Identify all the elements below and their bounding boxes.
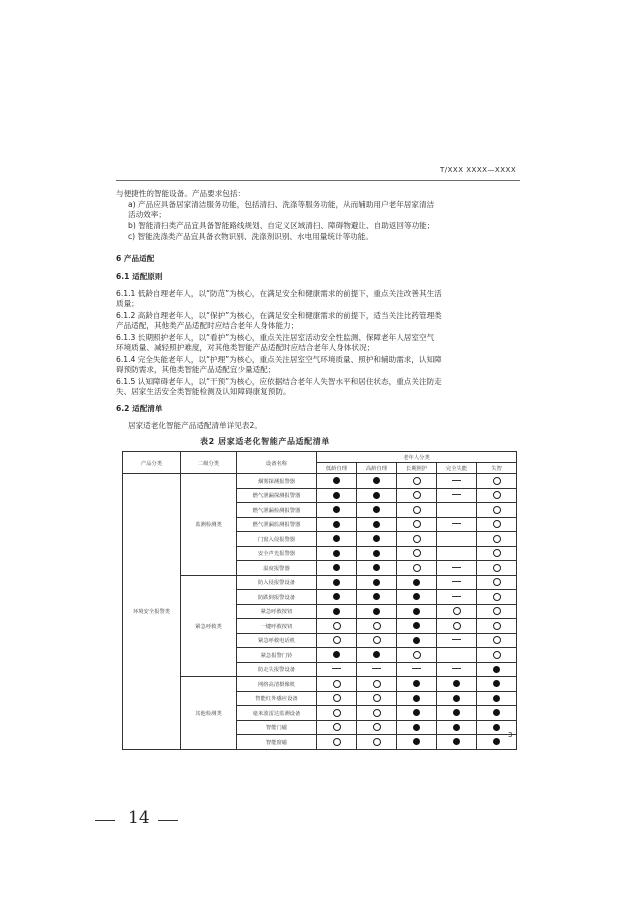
suitability-cell [317,546,357,561]
filled-circle-icon [373,593,380,600]
suitability-cell [317,720,357,735]
header-group-1: 低龄自理 [317,463,357,474]
body-line: a) 产品应具备居家清洁服务功能，包括清扫、洗涤等服务功能，从而辅助用户老年居家清洁 [128,200,435,209]
suitability-cell [437,575,477,590]
suitability-cell [397,662,437,677]
device-name-cell: 防跌倒报警设备 [237,590,317,605]
suitability-cell [477,575,517,590]
hollow-circle-icon [413,520,421,528]
dash-icon [452,668,461,669]
suitability-cell [317,604,357,619]
hollow-circle-icon [493,477,501,485]
hollow-circle-icon [373,622,381,630]
filled-circle-icon [413,622,420,629]
suitability-cell [357,546,397,561]
filled-circle-icon [413,593,420,600]
table-caption: 表2 居家适老化智能产品适配清单 [200,437,330,446]
suitability-cell [397,633,437,648]
suitability-cell [357,662,397,677]
dash-icon [452,581,461,582]
suitability-cell [437,662,477,677]
hollow-circle-icon [333,680,341,688]
suitability-cell [437,677,477,692]
dash-icon [412,668,421,669]
filled-circle-icon [453,724,460,731]
hollow-circle-icon [333,694,341,702]
suitability-cell [397,720,437,735]
suitability-cell [317,532,357,547]
filled-circle-icon [373,477,380,484]
hollow-circle-icon [493,636,501,644]
device-name-cell: 燃气泄漏探测报警器 [237,488,317,503]
suitability-cell [397,648,437,663]
suitability-cell [477,619,517,634]
header-device: 设备名称 [237,452,317,474]
hollow-circle-icon [413,651,421,659]
suitability-cell [437,488,477,503]
suitability-cell [397,691,437,706]
filled-circle-icon [413,738,420,745]
device-name-cell: 安全声光报警器 [237,546,317,561]
dash-icon [452,639,461,640]
device-name-cell: 毫米波雷达监测设备 [237,706,317,721]
filled-circle-icon [413,680,420,687]
body-line: 失、居家生活安全类智能检测及认知障碍康复预防。 [116,387,291,396]
suitability-cell [397,677,437,692]
device-name-cell: 烟雾探测报警器 [237,474,317,489]
hollow-circle-icon [373,723,381,731]
footer-dash-right [158,820,178,821]
filled-circle-icon [333,477,340,484]
header-group-4: 完全失能 [437,463,477,474]
body-line: 6.1.1 低龄自理老年人，以“防范”为核心，在满足安全和健康需求的前提下，重点关注改善其生活 [116,289,442,298]
hollow-circle-icon [493,593,501,601]
device-name-cell: 门窗入侵报警器 [237,532,317,547]
suitability-cell [317,503,357,518]
hollow-circle-icon [373,738,381,746]
suitability-cell [397,735,437,750]
suitability-cell [477,503,517,518]
body-line: 6.1.4 完全失能老年人，以“护理”为核心，重点关注居室空气环境质量、照护和辅助需求，认知障 [116,355,442,364]
filled-circle-icon [413,695,420,702]
suitability-cell [437,633,477,648]
hollow-circle-icon [493,520,501,528]
filled-circle-icon [333,651,340,658]
suitability-cell [477,604,517,619]
device-name-cell: 智能门磁 [237,720,317,735]
suitability-cell [477,532,517,547]
hollow-circle-icon [413,506,421,514]
filled-circle-icon [453,680,460,687]
body-line: 居家适老化智能产品适配清单详见表2。 [128,421,262,430]
suitability-cell [357,633,397,648]
page-number: 3 [508,731,513,739]
suitability-cell [317,488,357,503]
suitability-cell [437,720,477,735]
suitability-cell [477,633,517,648]
suitability-cell [437,735,477,750]
hollow-circle-icon [373,636,381,644]
suitability-cell [397,474,437,489]
filled-circle-icon [373,506,380,513]
device-name-cell: 防入侵报警设备 [237,575,317,590]
subcategory-cell: 其他检测类 [181,677,237,750]
filled-circle-icon [333,608,340,615]
filled-circle-icon [373,521,380,528]
suitability-cell [317,677,357,692]
suitability-cell [437,561,477,576]
dash-icon [372,668,381,669]
suitability-cell [437,546,477,561]
hollow-circle-icon [413,477,421,485]
header-group-2: 高龄自理 [357,463,397,474]
body-line: 质量； [116,299,139,308]
table-body [123,474,517,750]
hollow-circle-icon [493,491,501,499]
body-line: 环境质量、减轻照护难度，对其他类智能产品适配时应结合老年人身体状况； [116,343,375,352]
body-line: 与便捷性的智能设备。产品要求包括： [116,189,246,198]
suitability-cell [317,517,357,532]
hollow-circle-icon [493,607,501,615]
device-name-cell: 紧急报警门铃 [237,648,317,663]
suitability-cell [437,590,477,605]
suitability-cell [477,561,517,576]
device-name-cell: 网络高清摄像机 [237,677,317,692]
suitability-cell [357,691,397,706]
filled-circle-icon [333,550,340,557]
filled-circle-icon [413,608,420,615]
hollow-circle-icon [453,607,461,615]
filled-circle-icon [493,709,500,716]
filled-circle-icon [413,637,420,644]
device-name-cell: 紧急呼救按钮 [237,604,317,619]
hollow-circle-icon [333,636,341,644]
suitability-cell [397,532,437,547]
document-code: T/XXX XXXX—XXXX [440,166,517,174]
suitability-cell [317,662,357,677]
header-group-5: 失智 [477,463,517,474]
device-name-cell: 智能窗磁 [237,735,317,750]
dash-icon [452,494,461,495]
hollow-circle-icon [333,622,341,630]
suitability-cell [357,720,397,735]
suitability-cell [357,619,397,634]
filled-circle-icon [333,492,340,499]
suitability-cell [357,532,397,547]
dash-icon [452,596,461,597]
table-row [123,677,517,692]
filled-circle-icon [333,506,340,513]
suitability-cell [437,532,477,547]
device-name-cell: 防走失报警设备 [237,662,317,677]
suitability-cell [397,575,437,590]
suitability-cell [397,517,437,532]
hollow-circle-icon [493,651,501,659]
body-line: 活动效率； [128,210,166,219]
filled-circle-icon [493,738,500,745]
body-line: 产品适配，其他类产品适配时应结合老年人身体能力； [116,321,299,330]
header-subcategory: 二级分类 [181,452,237,474]
filled-circle-icon [413,724,420,731]
suitability-cell [357,648,397,663]
suitability-cell [317,619,357,634]
body-line: 6.1.3 长期照护老年人，以“看护”为核心，重点关注居室活动安全性监测、保障老年人居室空气 [116,333,435,342]
body-line: 6 产品适配 [116,254,155,263]
suitability-cell [477,517,517,532]
suitability-cell [317,561,357,576]
header-category: 产品分类 [123,452,181,474]
filled-circle-icon [453,709,460,716]
filled-circle-icon [413,709,420,716]
suitability-cell [317,706,357,721]
filled-circle-icon [493,695,500,702]
suitability-cell [397,604,437,619]
suitability-cell [437,619,477,634]
hollow-circle-icon [493,564,501,572]
suitability-cell [397,590,437,605]
footer-dash-left [95,820,115,821]
filled-circle-icon [373,651,380,658]
body-line: 碍预防需求，其他类智能产品适配宜少量适配； [116,365,276,374]
filled-circle-icon [373,608,380,615]
body-line: 6.1 适配原则 [116,272,163,281]
header-group: 老年人分类 [317,452,517,463]
suitability-cell [357,561,397,576]
device-name-cell: 燃气泄漏检测报警器 [237,503,317,518]
filled-circle-icon [373,550,380,557]
suitability-cell [477,546,517,561]
hollow-circle-icon [373,694,381,702]
suitability-cell [317,691,357,706]
hollow-circle-icon [493,535,501,543]
table-row [123,575,517,590]
filled-circle-icon [493,666,500,673]
body-line: 6.2 适配清单 [116,404,163,413]
suitability-cell [357,517,397,532]
table-row [123,474,517,489]
suitability-cell [477,474,517,489]
hollow-circle-icon [493,549,501,557]
filled-circle-icon [373,564,380,571]
suitability-cell [477,677,517,692]
suitability-cell [357,575,397,590]
suitability-cell [437,604,477,619]
suitability-cell [317,633,357,648]
filled-circle-icon [333,521,340,528]
filled-circle-icon [453,695,460,702]
suitability-cell [357,677,397,692]
header-rule [116,180,520,181]
suitability-cell [437,648,477,663]
suitability-cell [477,648,517,663]
suitability-cell [357,604,397,619]
suitability-cell [357,503,397,518]
filled-circle-icon [333,564,340,571]
filled-circle-icon [453,738,460,745]
hollow-circle-icon [333,709,341,717]
device-name-cell: 紧急呼救电话机 [237,633,317,648]
body-line: c) 智能洗涤类产品宜具备衣物识别、洗涤剂识别、水电用量统计等功能。 [128,232,373,241]
body-line: b) 智能清扫类产品宜具备智能路线规划、自定义区域清扫、障碍物避让、自助返回等功能； [128,221,435,230]
suitability-cell [477,706,517,721]
dash-icon [452,523,461,524]
body-line: 6.1.2 高龄自理老年人，以“保护”为核心，在满足安全和健康需求的前提下，适当关注比药管理类 [116,311,442,320]
suitability-cell [317,575,357,590]
footer-page-number: 14 [128,808,150,828]
suitability-cell [397,503,437,518]
suitability-cell [437,691,477,706]
device-name-cell: 燃气泄漏监测报警器 [237,517,317,532]
suitability-cell [357,488,397,503]
subcategory-cell: 紧急呼救类 [181,575,237,677]
filled-circle-icon [373,579,380,586]
suitability-cell [437,517,477,532]
hollow-circle-icon [493,506,501,514]
suitability-cell [317,648,357,663]
hollow-circle-icon [373,680,381,688]
hollow-circle-icon [333,723,341,731]
suitability-cell [357,474,397,489]
suitability-cell [477,590,517,605]
hollow-circle-icon [413,564,421,572]
suitability-cell [317,474,357,489]
filled-circle-icon [333,535,340,542]
device-name-cell: 温度报警器 [237,561,317,576]
suitability-cell [397,488,437,503]
suitability-cell [397,546,437,561]
filled-circle-icon [333,579,340,586]
dash-icon [332,668,341,669]
hollow-circle-icon [413,549,421,557]
suitability-cell [397,706,437,721]
suitability-cell [437,503,477,518]
suitability-cell [477,691,517,706]
hollow-circle-icon [493,622,501,630]
suitability-cell [437,474,477,489]
hollow-circle-icon [493,578,501,586]
suitability-cell [317,590,357,605]
hollow-circle-icon [453,622,461,630]
dash-icon [452,567,461,568]
suitability-cell [477,662,517,677]
header-group-3: 长期照护 [397,463,437,474]
suitability-cell [357,706,397,721]
filled-circle-icon [413,579,420,586]
filled-circle-icon [373,492,380,499]
device-name-cell: 智能红外感应设备 [237,691,317,706]
filled-circle-icon [493,680,500,687]
hollow-circle-icon [333,738,341,746]
suitability-cell [397,619,437,634]
hollow-circle-icon [413,491,421,499]
suitability-cell [357,735,397,750]
suitability-cell [397,561,437,576]
hollow-circle-icon [413,535,421,543]
filled-circle-icon [333,593,340,600]
hollow-circle-icon [373,709,381,717]
body-line: 6.1.5 认知障碍老年人，以“干预”为核心，应依据结合老年人失智水平和居住状态，重点关注防走 [116,377,442,386]
filled-circle-icon [493,724,500,731]
dash-icon [452,480,461,481]
suitability-cell [437,706,477,721]
product-adaptation-table [122,451,517,750]
category-cell: 环境安全报警类 [123,474,181,750]
suitability-cell [357,590,397,605]
subcategory-cell: 监测检测类 [181,474,237,576]
suitability-cell [477,488,517,503]
device-name-cell: 一键呼救按钮 [237,619,317,634]
suitability-cell [317,735,357,750]
filled-circle-icon [373,535,380,542]
